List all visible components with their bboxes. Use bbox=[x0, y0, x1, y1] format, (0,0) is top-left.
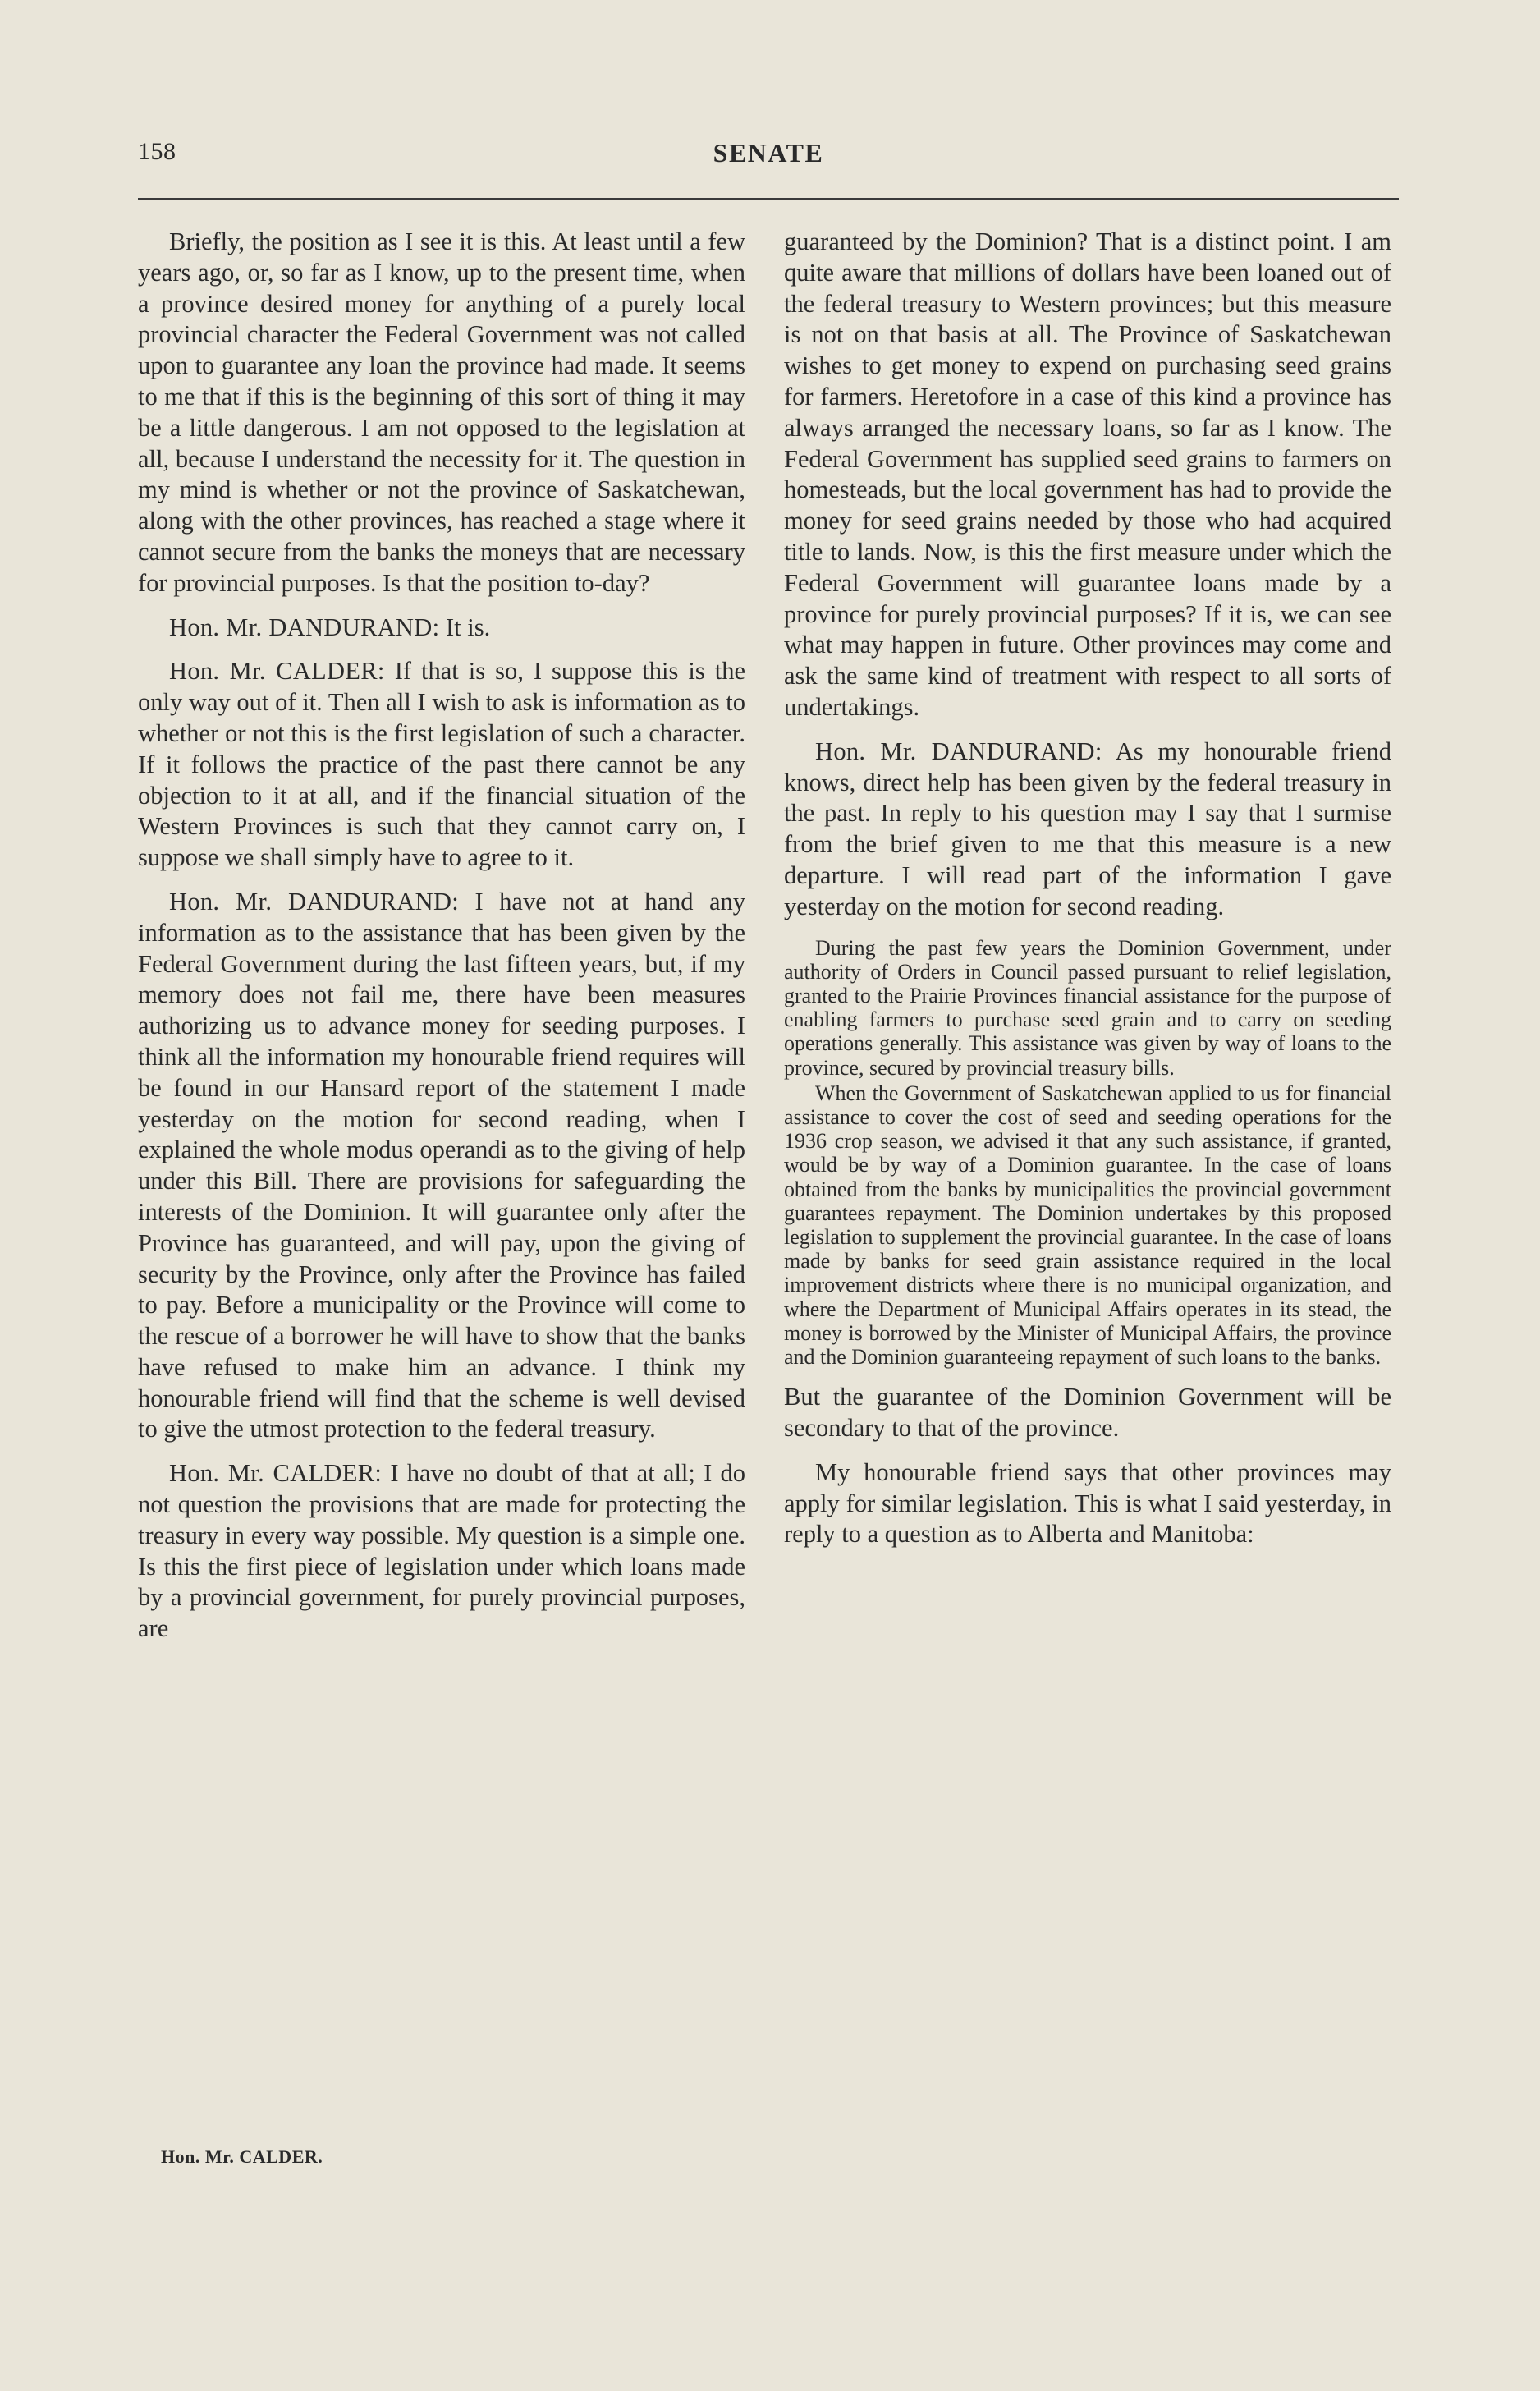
quote-paragraph: When the Government of Saskatchewan applied to us for financial assistance to cover the cost of seed and seeding operations for the 1936 crop season, we advised it that any such assistance, if granted, would be by way of a Dominion guarantee. In the case of loans obtained from the banks by municipalities the provincial government guarantees repayment. The Dominion undertakes by this proposed legislation to supplement the provincial guarantee. In the case of loans made by banks for seed grain assistance required in the local improvement districts where there is no municipal organization, and where the Department of Municipal Affairs operates in its stead, the money is borrowed by the Minister of Municipal Affairs, the province and the Dominion guaranteeing repayment of such loans to the banks. bbox=[784, 1081, 1391, 1369]
speech-text: If that is so, I suppose this is the only way out of it. Then all I wish to ask is information as to whether or not this is the first legislation of such a character. If it follows the practice of the past there cannot be any objection to it at all, and if the financial situation of the Western Provinces is such that they cannot carry on, I suppose we shall simply have to agree to it. bbox=[138, 657, 745, 872]
quote-paragraph: During the past few years the Dominion Government, under authority of Orders in Council passed pursuant to relief legislation, granted to the Prairie Provinces financial assistance for the purpose of enabling farmers to purchase seed grain and to carry on seeding operations generally. This assistance was given by way of loans to the province, secured by provincial treasury bills. bbox=[784, 935, 1391, 1080]
paragraph: My honourable friend says that other provinces may apply for similar legislation. This is what I said yesterday, in reply to a question as to Alberta and Manitoba: bbox=[784, 1457, 1391, 1549]
speaker-name: Hon. Mr. DANDURAND: bbox=[169, 613, 440, 641]
paragraph: guaranteed by the Dominion? That is a distinct point. I am quite aware that millions of dollars have been loaned out of the federal treasury to Western provinces; but this measure is not on that basis at all. The Province of Saskatchewan wishes to get money to expend on purchasing seed grains for farmers. Heretofore in a case of this kind a province has always arranged the necessary loans, so far as I know. The Federal Government has supplied seed grains to farmers on homesteads, but the local government has had to provide the money for seed grains needed by those who had acquired title to lands. Now, is this the first measure under which the Federal Government will guarantee loans made by a province for purely provincial purposes? If it is, we can see what may happen in future. Other provinces may come and ask the same kind of treatment with respect to all sorts of undertakings. bbox=[784, 227, 1391, 721]
footer-speaker-note: Hon. Mr. CALDER. bbox=[161, 2146, 323, 2167]
paragraph bbox=[138, 887, 745, 1445]
paragraph bbox=[138, 613, 745, 644]
speech-text: It is. bbox=[445, 613, 491, 641]
running-title: SENATE bbox=[713, 138, 824, 168]
page-header bbox=[138, 138, 1399, 171]
right-column bbox=[784, 227, 1391, 1563]
speaker-name: Hon. Mr. DANDURAND: bbox=[169, 887, 460, 916]
left-column bbox=[138, 227, 745, 1658]
paragraph: But the guarantee of the Dominion Government will be secondary to that of the province. bbox=[784, 1383, 1391, 1442]
speech-text: I have not at hand any information as to the assistance that has been given by the Federal Government during the last fifteen years, but, if my memory does not fail me, there have been measures authorizing us to advance money for seeding purposes. I think all the information my honourable friend requires will be found in our Hansard report of the statement I made yesterday on the motion for second reading, when I explained the whole modus operandi as to the giving of help under this Bill. There are provisions for safeguarding the interests of the Dominion. It will guarantee only after the Province has guaranteed, and will pay, upon the giving of security by the Province, only after the Province has failed to pay. Before a municipality or the Province will come to the rescue of a borrower he will have to show that the banks have refused to make him an advance. I think my honourable friend will find that the scheme is well devised to give the utmost protection to the federal treasury. bbox=[138, 887, 745, 1443]
speaker-name: Hon. Mr. CALDER: bbox=[169, 1459, 383, 1488]
paragraph: Briefly, the position as I see it is this. At least until a few years ago, or, so far as I know, up to the present time, when a province desired money for anything of a purely local provincial character the Federal Government was not called upon to guarantee any loan the province had made. It seems to me that if this is the beginning of this sort of thing it may be a little dangerous. I am not opposed to the legislation at all, because I understand the necessity for it. The question in my mind is whether or not the province of Saskatchewan, along with the other provinces, has reached a stage where it cannot secure from the banks the moneys that are necessary for provincial purposes. Is that the position to-day? bbox=[138, 227, 745, 597]
header-rule bbox=[138, 198, 1399, 200]
page-number: 158 bbox=[138, 138, 176, 165]
paragraph bbox=[138, 656, 745, 874]
paragraph bbox=[138, 1458, 745, 1645]
speech-text: As my honourable friend knows, direct help has been given by the federal treasury in the past. In reply to his question may I say that I surmise from the brief given to me that this measure is a new departure. I will read part of the information I gave yesterday on the motion for second reading. bbox=[784, 737, 1391, 920]
speaker-name: Hon. Mr. CALDER: bbox=[169, 657, 385, 686]
paragraph bbox=[784, 737, 1391, 923]
speaker-name: Hon. Mr. DANDURAND: bbox=[815, 737, 1102, 765]
quoted-statement bbox=[784, 936, 1391, 1370]
speech-text: I have no doubt of that at all; I do not question the provisions that are made for protecting the treasury in every way possible. My question is a simple one. Is this the first piece of legislation under which loans made by a provincial government, for purely provincial purposes, are bbox=[138, 1459, 745, 1643]
